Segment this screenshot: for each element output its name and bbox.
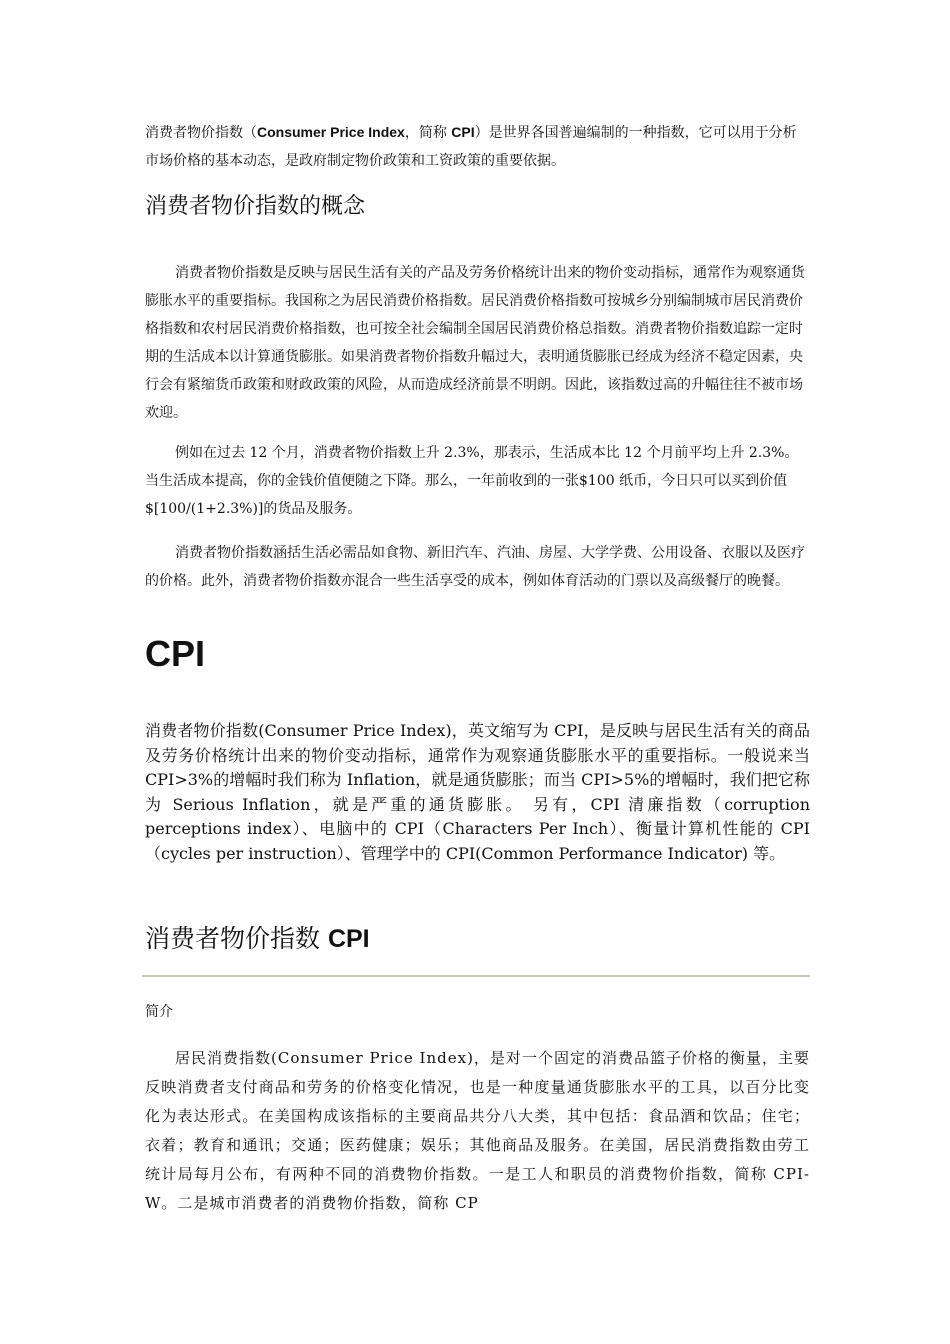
intro-text: 消费者物价指数（: [145, 125, 257, 141]
summary-paragraph: 居民消费指数(Consumer Price Index)，是对一个固定的消费品篮子价格的衡量，主要反映消费者支付商品和劳务的价格变化情况，也是一种度量通货膨胀水平的工具，以百分比变化为表达形式。在美国构成该指标的主要商品共分八大类，其中包括：食品酒和饮品；住宅；衣着；教育和通讯；交通；医药健康；娱乐；其他商品及服务。在美国，居民消费指数由劳工统计局每月公布，有两种不同的消费物价指数。一是工人和职员的消费物价指数，简称 CPI-W。二是城市消费者的消费物价指数，简称 CP: [145, 1049, 810, 1212]
section-divider: [142, 975, 810, 977]
cpi-heading-bold: CPI: [327, 925, 370, 953]
cpi-section-heading: [145, 922, 810, 956]
cpi-paragraph: 消费者物价指数(Consumer Price Index)，英文缩写为 CPI，是反映与居民生活有关的商品及劳务价格统计出来的物价变动指标，通常作为观察通货膨胀水平的重要指标。一般说来当 CPI>3%的增幅时我们称为 Inflation，就是通货膨胀；而当 CPI>5%的增幅时，我们把它称为 Serious Inflation，就是严重的通货膨胀。 另有，CPI 清廉指数（corruption perceptions index）、电脑中的 CPI（Characters Per Inch）、衡量计算机性能的 CPI（cycles per instruction）、管理学中的 CPI(Common Performance Indicator) 等。: [145, 721, 810, 863]
concept-paragraph-2: 例如在过去 12 个月，消费者物价指数上升 2.3%，那表示，生活成本比 12 个月前平均上升 2.3%。当生活成本提高，你的金钱价值便随之下降。那么，一年前收到的一张$100 纸币，今日只可以买到价值$[100/(1+2.3%)]的货品及服务。: [145, 445, 799, 517]
summary-label: 简介: [145, 1004, 173, 1020]
intro-paragraph: [145, 118, 810, 175]
cpi-heading-text: 消费者物价指数: [145, 924, 328, 953]
intro-text: ）是世界各国普遍编制的一种指数，它可以用于分析市场价格的基本动态，是政府制定物价政策和工资政策的重要依据。: [145, 125, 797, 169]
concept-paragraph-1: 消费者物价指数是反映与居民生活有关的产品及劳务价格统计出来的物价变动指标，通常作为观察通货膨胀水平的重要指标。我国称之为居民消费价格指数。居民消费价格指数可按城乡分别编制城市居民消费价格指数和农村居民消费价格指数，也可按全社会编制全国居民消费价格总指数。消费者物价指数追踪一定时期的生活成本以计算通货膨胀。如果消费者物价指数升幅过大，表明通货膨胀已经成为经济不稳定因素，央行会有紧缩货币政策和财政政策的风险，从而造成经济前景不明朗。因此，该指数过高的升幅往往不被市场欢迎。: [145, 265, 805, 421]
concept-paragraph-3: 消费者物价指数涵括生活必需品如食物、新旧汽车、汽油、房屋、大学学费、公用设备、衣服以及医疗的价格。此外，消费者物价指数亦混合一些生活享受的成本，例如体育活动的门票以及高级餐厅的晚餐。: [145, 545, 805, 589]
concept-heading: 消费者物价指数的概念: [145, 194, 366, 219]
cpi-title: CPI: [145, 633, 206, 674]
intro-term: Consumer Price Index: [257, 124, 405, 140]
intro-abbr: CPI: [451, 124, 475, 140]
intro-text: ，简称: [404, 125, 452, 141]
